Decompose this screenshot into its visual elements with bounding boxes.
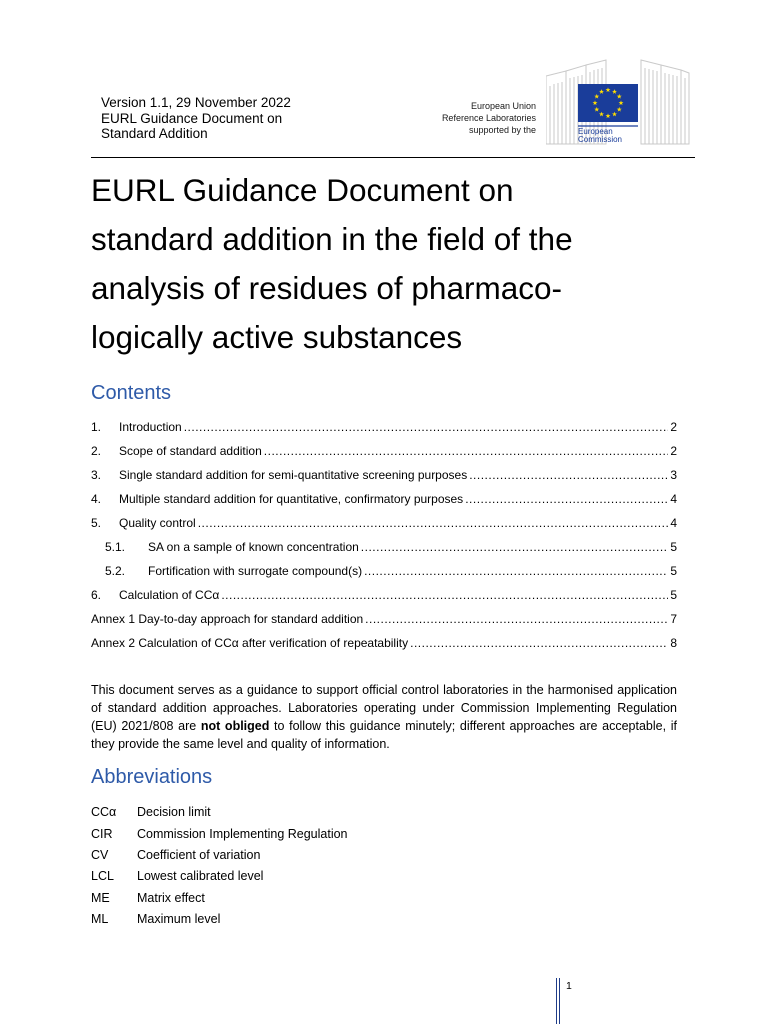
abbreviation-term: LCL bbox=[91, 869, 114, 883]
toc-entry-single-standard-addition[interactable] bbox=[91, 468, 677, 484]
abbreviations-heading: Abbreviations bbox=[91, 766, 213, 788]
toc-entry-sa-known-concentration[interactable] bbox=[91, 540, 677, 556]
toc-dot-leader bbox=[469, 468, 668, 482]
header-version: Version 1.1, 29 November 2022 bbox=[101, 95, 291, 110]
toc-entry-annex-2[interactable] bbox=[91, 636, 677, 652]
toc-dot-leader bbox=[410, 636, 668, 650]
toc-entry-quality-control[interactable] bbox=[91, 516, 677, 532]
toc-dot-leader bbox=[365, 612, 668, 626]
commission-label-line1: European bbox=[578, 127, 613, 136]
page-number: 1 bbox=[566, 980, 572, 992]
toc-entry-label: Annex 1 Day-to-day approach for standard addition bbox=[91, 612, 364, 626]
toc-entry-page: 2 bbox=[670, 420, 677, 434]
toc-entry-number: 3. bbox=[91, 468, 102, 482]
toc-dot-leader bbox=[465, 492, 668, 506]
toc-entry-number: 6. bbox=[91, 588, 102, 602]
toc-entry-multiple-standard-addition[interactable] bbox=[91, 492, 677, 508]
toc-entry-number: 5. bbox=[91, 516, 102, 530]
abbreviation-term: ML bbox=[91, 912, 109, 926]
document-title-line4: logically active substances bbox=[91, 319, 463, 355]
abbreviation-term: CCα bbox=[91, 805, 117, 819]
header-doc-title-line2: Standard Addition bbox=[101, 126, 208, 141]
toc-entry-page: 3 bbox=[670, 468, 677, 482]
european-commission-logo bbox=[546, 56, 692, 152]
toc-entry-label: Quality control bbox=[119, 516, 196, 530]
toc-entry-label: Introduction bbox=[119, 420, 182, 434]
eurl-caption-line3: supported by the bbox=[468, 125, 536, 135]
document-title-line2: standard addition in the field of the bbox=[91, 221, 573, 257]
toc-dot-leader bbox=[361, 540, 669, 554]
toc-entry-page: 4 bbox=[670, 516, 677, 530]
toc-entry-number: 2. bbox=[91, 444, 102, 458]
abbreviation-definition: Lowest calibrated level bbox=[137, 869, 264, 883]
toc-entry-label: Multiple standard addition for quantitative, confirmatory purposes bbox=[119, 492, 464, 506]
toc-entry-number: 1. bbox=[91, 420, 102, 434]
toc-dot-leader bbox=[198, 516, 669, 530]
toc-entry-page: 8 bbox=[670, 636, 677, 650]
header-document-info bbox=[101, 95, 291, 142]
toc-entry-label: Scope of standard addition bbox=[119, 444, 262, 458]
abbreviation-term: CIR bbox=[91, 827, 113, 841]
toc-dot-leader bbox=[221, 588, 668, 602]
page-margin-marker bbox=[556, 978, 560, 1024]
toc-entry-page: 4 bbox=[670, 492, 677, 506]
toc-entry-number: 4. bbox=[91, 492, 102, 506]
toc-entry-page: 5 bbox=[670, 588, 677, 602]
intro-emphasis: not obliged bbox=[200, 719, 270, 733]
toc-entry-label: Annex 2 Calculation of CCα after verification of repeatability bbox=[91, 636, 409, 650]
intro-text-start: This document serves as a guidance to support official control laboratories in the harmonised application of standard addition approaches. Laboratories operating under Commission Implementing Regulation (EU) 2021/808 are bbox=[91, 683, 677, 733]
abbreviation-definition: Matrix effect bbox=[137, 891, 205, 905]
intro-text-end: to follow this guidance minutely; different approaches are acceptable, if they provide the same level and quality of information. bbox=[91, 719, 677, 751]
toc-dot-leader bbox=[364, 564, 668, 578]
intro-paragraph bbox=[91, 681, 677, 753]
toc-entry-number: 5.1. bbox=[105, 540, 126, 554]
toc-dot-leader bbox=[184, 420, 669, 434]
toc-entry-label: Single standard addition for semi-quantitative screening purposes bbox=[119, 468, 468, 482]
abbreviation-term: CV bbox=[91, 848, 109, 862]
commission-label-line2: Commission bbox=[578, 135, 623, 144]
toc-entry-label: Calculation of CCα bbox=[119, 588, 220, 602]
eurl-caption-line1: European Union bbox=[470, 101, 536, 111]
toc-entry-annex-1[interactable] bbox=[91, 612, 677, 628]
toc-entry-page: 2 bbox=[670, 444, 677, 458]
eurl-caption-line2: Reference Laboratories bbox=[441, 113, 536, 123]
abbreviation-definition: Coefficient of variation bbox=[137, 848, 261, 862]
toc-entry-page: 7 bbox=[670, 612, 677, 626]
abbreviation-definition: Decision limit bbox=[137, 805, 211, 819]
header-divider bbox=[91, 157, 695, 158]
toc-entry-introduction[interactable] bbox=[91, 420, 677, 436]
header-doc-title-line1: EURL Guidance Document on bbox=[101, 110, 283, 126]
document-title bbox=[91, 166, 711, 362]
toc-entry-fortification-surrogate[interactable] bbox=[91, 564, 677, 580]
toc-entry-page: 5 bbox=[670, 540, 677, 554]
toc-entry-page: 5 bbox=[670, 564, 677, 578]
toc-entry-label: Fortification with surrogate compound(s) bbox=[148, 564, 363, 578]
toc-entry-calculation-cca[interactable] bbox=[91, 588, 677, 604]
toc-dot-leader bbox=[264, 444, 669, 458]
eurl-caption bbox=[420, 100, 536, 136]
toc-entry-scope[interactable] bbox=[91, 444, 677, 460]
document-title-line3: analysis of residues of pharmaco- bbox=[91, 270, 562, 306]
abbreviation-term: ME bbox=[91, 891, 110, 905]
toc-entry-number: 5.2. bbox=[105, 564, 126, 578]
abbreviation-definition: Maximum level bbox=[137, 912, 221, 926]
contents-heading: Contents bbox=[91, 382, 172, 404]
toc-entry-label: SA on a sample of known concentration bbox=[148, 540, 359, 554]
document-title-line1: EURL Guidance Document on bbox=[91, 172, 514, 208]
abbreviation-definition: Commission Implementing Regulation bbox=[137, 827, 348, 841]
